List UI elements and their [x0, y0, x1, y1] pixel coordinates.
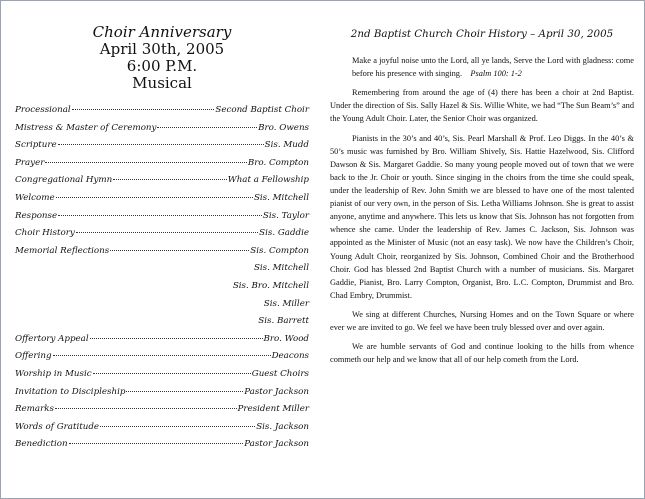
dot-leader: [110, 250, 249, 251]
program-item-label: Benediction: [15, 439, 68, 450]
program-row: [15, 263, 309, 281]
program-list: [15, 105, 309, 457]
program-row: [15, 140, 309, 158]
right-column: [330, 1, 634, 373]
intro-text: Make a joyful noise unto the Lord, all ye lands, Serve the Lord with gladness: come before his presence with singing.: [352, 56, 634, 79]
history-intro: [330, 54, 634, 80]
psalm-reference: Psalm 100: 1-2: [470, 69, 522, 79]
program-item-participant: Sis. Barrett: [258, 316, 309, 327]
program-row: [15, 334, 309, 352]
program-row: [15, 105, 309, 123]
program-row: [15, 316, 309, 334]
program-row: [15, 281, 309, 299]
program-row: [15, 211, 309, 229]
anniversary-subtitle: Musical: [132, 74, 192, 92]
program-item-participant: Bro. Wood: [263, 333, 309, 344]
program-item-label: Memorial Reflections: [15, 245, 110, 256]
dot-leader: [45, 162, 246, 163]
program-item-participant: Pastor Jackson: [244, 386, 309, 397]
dot-leader: [76, 232, 258, 233]
program-row: [15, 369, 309, 387]
dot-leader: [72, 109, 215, 110]
program-item-label: Response: [15, 210, 58, 221]
program-item-participant: What a Fellowship: [227, 175, 309, 186]
dot-leader: [100, 426, 255, 427]
program-item-participant: Sis. Bro. Mitchell: [232, 280, 309, 291]
program-item-label: Worship in Music: [15, 368, 92, 379]
dot-leader: [90, 338, 263, 339]
program-item-participant: Sis. Mitchell: [253, 192, 309, 203]
program-item-participant: Bro. Owens: [258, 122, 309, 133]
dot-leader: [157, 127, 257, 128]
dot-leader: [93, 373, 251, 374]
program-row: [15, 439, 309, 457]
history-paragraph: Remembering from around the age of (4) there has been a choir at 2nd Baptist. Under the direction of Sis. Sally Hazel & Sis. Willie White, we had “The Sun Beam’s” and the Young Adult Choir. Later, the Senior Choir was organized.: [330, 88, 634, 124]
program-item-participant: Sis. Mitchell: [253, 263, 309, 274]
dot-leader: [126, 391, 243, 392]
program-item-participant: Bro. Compton: [247, 157, 309, 168]
program-item-label: Congregational Hymn: [15, 175, 113, 186]
program-item-label: Invitation to Discipleship: [15, 386, 126, 397]
dot-leader: [58, 144, 264, 145]
program-row: [15, 422, 309, 440]
program-item-label: Scripture: [15, 140, 57, 151]
dot-leader: [58, 215, 262, 216]
program-item-participant: Pastor Jackson: [244, 439, 309, 450]
program-item-participant: Guest Choirs: [251, 368, 309, 379]
dot-leader: [56, 197, 253, 198]
program-item-participant: Sis. Gaddie: [259, 228, 309, 239]
program-row: [15, 404, 309, 422]
program-item-label: Welcome: [15, 192, 55, 203]
program-item-label: Prayer: [15, 157, 45, 168]
program-item-label: Words of Gratitude: [15, 421, 100, 432]
history-paragraph: Pianists in the 30’s and 40’s, Sis. Pearl Marshall & Prof. Leo Diggs. In the 40’s & 50’s music was furnished by Bro. William Shively, Sis. Hattie Hazelwood, Sis. Clifford Dawson & Sis. Margaret Gaddie. So many young people moved out of town that we were back to the Jr. Choir or youth. Since singing in the choirs from the time she could speak, under the leadership of Rev. John Smith we are blessed to have one of the most talented pianist of our very own, in the person of Sis. Letha Williams Johnson. She is great to assist anyone, anytime and anywhere. This lets us know that Sis. Johnson has not forgotten from whence she came. Under the leadership of Rev. James C. Jackson, Sis. Johnson was appointed as the Minister of Music (not an easy task). We now have the Children’s Choir, Young Adult Choir, reorganized by Sis. Johnson, Combined Choir and the Brotherhood Choir. God has blessed 2nd Baptist Church with a number of musicians. Sis. Margaret Gaddie, Pianist, Bro. Larry Compton, Organist, Bro. L.C. Compton, Drummist and Bro. Chad Embry, Drummist.: [330, 133, 634, 300]
left-column: [15, 1, 309, 450]
program-item-participant: Second Baptist Choir: [215, 105, 309, 115]
program-item-label: Offertory Appeal: [15, 333, 89, 344]
program-row: [15, 193, 309, 211]
program-item-participant: Sis. Compton: [250, 245, 309, 256]
program-item-label: Choir History: [15, 228, 75, 239]
program-item-label: Processional: [15, 105, 71, 115]
dot-leader: [55, 408, 237, 409]
program-item-participant: Sis. Mudd: [264, 140, 309, 151]
program-row: [15, 175, 309, 193]
dot-leader: [53, 355, 271, 356]
program-item-label: Offering: [15, 351, 52, 362]
program-item-participant: Sis. Jackson: [256, 421, 309, 432]
program-item-participant: Deacons: [271, 351, 309, 362]
history-paragraph: We sing at different Churches, Nursing Homes and on the Town Square or where ever we are invited to go. We feel we have been truly blessed over and over again.: [330, 309, 634, 333]
program-item-label: Remarks: [15, 404, 54, 415]
program-row: [15, 246, 309, 264]
dot-leader: [113, 179, 227, 180]
program-item-participant: Sis. Miller: [263, 298, 309, 309]
anniversary-time: 6:00 P.M.: [126, 57, 198, 75]
dot-leader: [69, 443, 244, 444]
history-title: 2nd Baptist Church Choir History – April 30, 2005: [350, 28, 614, 40]
program-row: [15, 123, 309, 141]
history-body: [330, 54, 634, 366]
anniversary-date: April 30th, 2005: [99, 40, 225, 58]
history-paragraph: We are humble servants of God and continue looking to the hills from whence commeth our help and we know that all of our help cometh from the Lord.: [330, 342, 634, 365]
program-item-participant: President Miller: [237, 404, 309, 415]
program-row: [15, 351, 309, 369]
program-row: [15, 158, 309, 176]
program-row: [15, 299, 309, 317]
program-item-label: Mistress & Master of Ceremony: [15, 122, 157, 133]
program-row: [15, 387, 309, 405]
anniversary-title: Choir Anniversary: [92, 23, 232, 41]
program-row: [15, 228, 309, 246]
program-item-participant: Sis. Taylor: [262, 210, 309, 221]
